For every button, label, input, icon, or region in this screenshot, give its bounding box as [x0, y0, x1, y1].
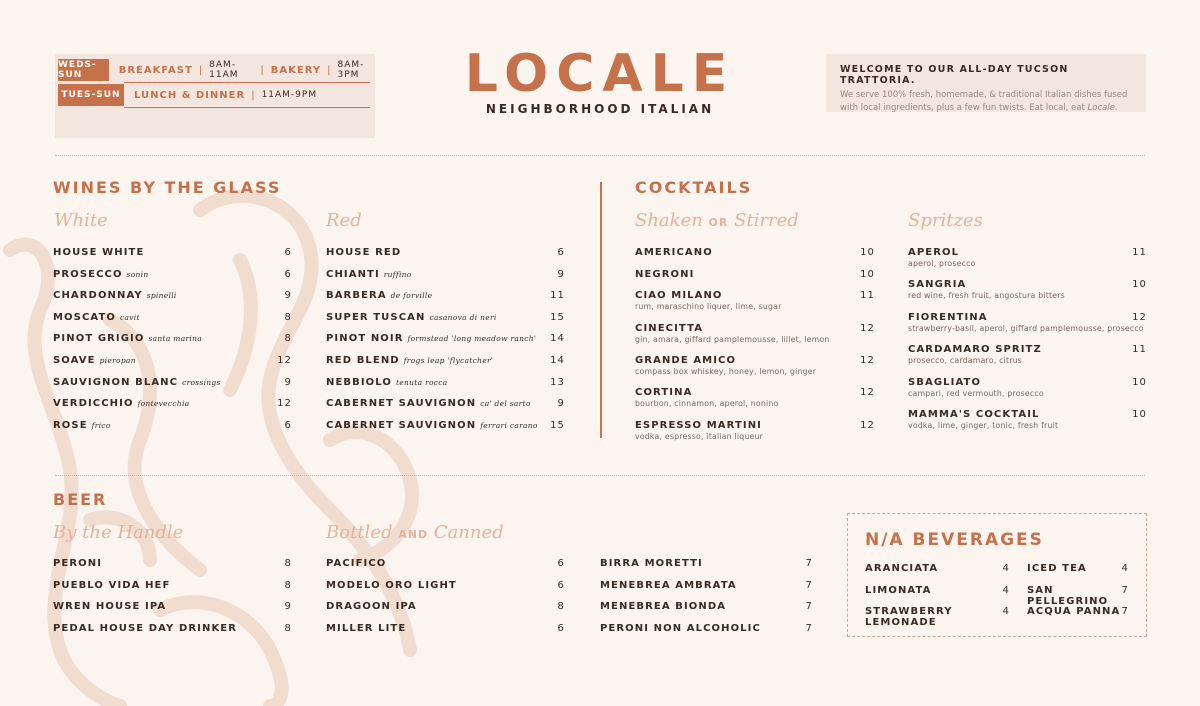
menu-item — [635, 323, 875, 334]
menu-item-name — [53, 247, 144, 258]
menu-item-title: PROSECCO — [53, 268, 123, 280]
menu-item-title: AMERICANO — [635, 247, 713, 258]
menu-item — [635, 269, 875, 280]
menu-item — [908, 377, 1147, 388]
menu-item-title: PERONI NON ALCOHOLIC — [600, 622, 761, 634]
menu-item — [865, 585, 1010, 596]
menu-item — [326, 601, 565, 612]
menu-item-name — [635, 387, 692, 398]
menu-item-price: 7 — [805, 579, 813, 591]
menu-item — [326, 398, 565, 409]
na-section-title: N/A BEVERAGES — [865, 530, 1044, 550]
menu-item-name — [1027, 585, 1122, 607]
menu-item-description: aperol, prosecco — [908, 259, 976, 268]
hours-time: 8AM-11AM — [209, 60, 239, 80]
menu-item-price: 10 — [860, 247, 875, 258]
menu-item — [1027, 585, 1129, 607]
menu-item-producer: spinelli — [146, 291, 177, 301]
beer-section-title: BEER — [53, 490, 108, 509]
menu-item-title: DRAGOON IPA — [326, 601, 417, 613]
menu-item-name — [908, 377, 981, 388]
menu-item — [53, 558, 292, 569]
menu-item-title: FIORENTINA — [908, 311, 988, 323]
menu-item-producer: crossings — [182, 377, 221, 387]
menu-item-price: 10 — [1132, 279, 1147, 291]
menu-item-title: PACIFICO — [326, 558, 387, 569]
menu-item-price: 15 — [550, 419, 565, 431]
menu-item-name — [326, 355, 493, 366]
menu-item-title: MODELO ORO LIGHT — [326, 579, 457, 591]
menu-item-price: 11 — [860, 290, 875, 302]
menu-item-name — [53, 601, 166, 612]
menu-item-title: CABERNET SAUVIGNON — [326, 398, 477, 410]
menu-item-name — [326, 290, 432, 301]
menu-item — [635, 247, 875, 258]
menu-item-producer: formstead 'long meadow ranch' — [407, 334, 537, 344]
menu-item — [635, 355, 875, 366]
menu-item-title: MENEBREA BIONDA — [600, 601, 727, 613]
hours-separator: | — [198, 64, 204, 76]
menu-item-description: prosecco, cardamaro, citrus — [908, 356, 1023, 366]
menu-item-title: BARBERA — [326, 290, 387, 302]
menu-item-description: bourbon, cinnamon, aperol, nonino — [635, 399, 779, 409]
menu-item-price: 6 — [284, 247, 292, 258]
hours-time: 11AM-9PM — [261, 90, 318, 100]
welcome-line-2: with local ingredients, plus a few fun twists. Eat local, eat — [840, 103, 1085, 113]
menu-item — [865, 606, 1010, 628]
menu-item-price: 9 — [557, 398, 565, 410]
menu-item-name — [635, 420, 762, 431]
menu-item — [53, 623, 292, 634]
logo-title: LOCALE — [464, 44, 736, 104]
menu-item-title: HOUSE RED — [326, 247, 402, 258]
logo-subtitle: NEIGHBORHOOD ITALIAN — [485, 102, 715, 116]
menu-item-name — [53, 290, 177, 301]
menu-item-price: 6 — [557, 622, 565, 634]
menu-item-producer: santa marina — [148, 334, 202, 344]
menu-item-name — [326, 377, 448, 388]
menu-item-name — [326, 333, 536, 344]
menu-item-title: LIMONATA — [865, 584, 932, 596]
menu-item-title: ARANCIATA — [865, 563, 939, 574]
menu-item-price: 4 — [1002, 584, 1010, 596]
menu-item — [908, 279, 1147, 290]
menu-item-price: 14 — [550, 355, 565, 366]
hours-meal-label: BREAKFAST — [118, 64, 193, 76]
menu-item-price: 8 — [284, 558, 292, 569]
menu-item — [53, 377, 292, 388]
hours-separator: | — [327, 64, 332, 76]
menu-item-name — [53, 269, 148, 280]
menu-item-title: MILLER LITE — [326, 622, 407, 634]
menu-item-title: ESPRESSO MARTINI — [635, 419, 763, 431]
menu-item — [53, 333, 292, 344]
menu-item-title: BIRRA MORETTI — [600, 558, 703, 569]
menu-item-price: 9 — [557, 268, 565, 280]
white-wine-heading: White — [54, 210, 108, 231]
menu-item-name — [53, 420, 111, 431]
menu-item — [326, 355, 565, 366]
menu-item-title: ROSE — [53, 419, 88, 431]
hours-divider — [124, 107, 370, 108]
hours-separator: | — [260, 64, 265, 76]
menu-item — [908, 312, 1147, 323]
menu-item-name — [53, 355, 136, 366]
menu-item-price: 10 — [860, 268, 875, 280]
menu-item — [600, 580, 813, 591]
menu-item-name — [326, 420, 538, 431]
menu-item-price: 7 — [805, 622, 813, 634]
menu-item-price: 11 — [1132, 247, 1147, 258]
menu-item-price: 11 — [1132, 344, 1147, 356]
menu-item — [53, 601, 292, 612]
menu-item-producer: ferrari carano — [480, 420, 538, 430]
menu-item-title: NEGRONI — [635, 268, 695, 280]
menu-item-producer: cavit — [119, 312, 140, 322]
hours-panel — [55, 54, 375, 138]
menu-item — [635, 387, 875, 398]
menu-item-name — [53, 398, 190, 409]
hours-divider — [124, 82, 370, 83]
menu-item-price: 4 — [1002, 606, 1010, 618]
menu-item-title: MOSCATO — [53, 311, 116, 323]
menu-item-price: 13 — [550, 376, 565, 388]
section-divider — [55, 155, 1145, 156]
menu-item-title: WREN HOUSE IPA — [53, 601, 167, 613]
menu-item-title: CHIANTI — [326, 268, 380, 280]
menu-item — [326, 333, 565, 344]
hours-days-label: TUES-SUN — [58, 84, 124, 106]
menu-item-name — [326, 247, 401, 258]
hours-time: 8AM-3PM — [337, 60, 365, 80]
stirred-heading-word: Stirred — [734, 210, 799, 231]
menu-item-price: 12 — [860, 322, 875, 334]
menu-item-price: 10 — [1132, 376, 1147, 388]
menu-item — [53, 580, 292, 591]
menu-item-producer: sonin — [126, 269, 149, 279]
menu-item-price: 7 — [805, 601, 813, 613]
menu-item-producer: tenuta rocca — [395, 377, 448, 387]
menu-item-price: 6 — [557, 579, 565, 591]
menu-item-name — [53, 558, 102, 569]
menu-item-name — [326, 623, 406, 634]
menu-item-name — [1027, 563, 1087, 574]
menu-item-title: PEDAL HOUSE DAY DRINKER — [53, 622, 238, 634]
menu-item-name — [600, 623, 761, 634]
menu-item-name — [635, 323, 703, 334]
menu-item-name — [865, 606, 1003, 628]
menu-item-producer: fontevecchia — [137, 399, 190, 409]
shaken-heading-or: OR — [708, 216, 729, 229]
menu-item-title: STRAWBERRY LEMONADE — [865, 606, 953, 629]
menu-item-price: 9 — [284, 290, 292, 302]
menu-item-price: 6 — [284, 268, 292, 280]
menu-item-price: 7 — [1121, 584, 1129, 596]
menu-item-price: 4 — [1121, 563, 1129, 574]
menu-item-title: SAUVIGNON BLANC — [53, 376, 179, 388]
menu-item-title: CARDAMARO SPRITZ — [908, 344, 1042, 356]
menu-item-name — [908, 247, 959, 258]
menu-item-name — [865, 563, 938, 574]
section-divider — [55, 475, 1145, 476]
menu-item-name — [53, 623, 237, 634]
menu-item-name — [326, 558, 386, 569]
menu-item-description: rum, maraschino liquer, lime, sugar — [635, 302, 782, 312]
menu-item-title: CIAO MILANO — [635, 290, 723, 302]
menu-item — [600, 558, 813, 569]
bottled-heading-word: Bottled — [326, 522, 393, 543]
menu-item-name — [53, 580, 170, 591]
menu-item-name — [600, 580, 737, 591]
menu-item-price: 12 — [860, 387, 875, 399]
hours-days-label: WEDS-SUN — [58, 59, 109, 81]
menu-item — [600, 623, 813, 634]
menu-item-title: CHARDONNAY — [53, 290, 143, 302]
menu-item-name — [908, 312, 988, 323]
menu-item-title: SBAGLIATO — [908, 376, 982, 388]
menu-item-price: 7 — [805, 558, 813, 569]
handle-heading: By the Handle — [53, 522, 184, 543]
menu-item-price: 15 — [550, 311, 565, 323]
menu-item-price: 9 — [284, 376, 292, 388]
menu-item-producer: ruffino — [383, 269, 412, 279]
menu-item-title: HOUSE WHITE — [53, 247, 145, 258]
menu-item-name — [53, 377, 221, 388]
menu-item — [326, 312, 565, 323]
menu-item-name — [908, 279, 966, 290]
menu-item — [326, 558, 565, 569]
menu-item-price: 12 — [860, 419, 875, 431]
menu-item-name — [635, 355, 736, 366]
menu-item-price: 14 — [550, 333, 565, 345]
menu-item-price: 12 — [860, 355, 875, 366]
shaken-heading-word: Shaken — [635, 210, 703, 231]
menu-item-name — [600, 558, 703, 569]
menu-item-price: 8 — [284, 622, 292, 634]
menu-item — [53, 420, 292, 431]
menu-item-price: 12 — [277, 355, 292, 366]
menu-item — [326, 269, 565, 280]
welcome-line-1: We serve 100% fresh, homemade, & traditional Italian dishes fused — [840, 90, 1128, 100]
menu-item-name — [326, 269, 412, 280]
bottled-heading-and: AND — [398, 528, 429, 541]
menu-item-title: PUEBLO VIDA HEF — [53, 579, 171, 591]
menu-item-price: 8 — [284, 333, 292, 345]
hours-row-tues-sun — [58, 84, 317, 106]
menu-item — [908, 409, 1147, 420]
menu-item — [326, 377, 565, 388]
menu-item-description: red wine, fresh fruit, angostura bitters — [908, 291, 1065, 301]
menu-item-name — [600, 601, 726, 612]
menu-item-title: CABERNET SAUVIGNON — [326, 419, 477, 431]
wines-section-title: WINES BY THE GLASS — [53, 178, 282, 197]
menu-item — [908, 344, 1147, 355]
menu-item-title: ACQUA PANNA — [1027, 606, 1121, 618]
menu-item-name — [1027, 606, 1120, 617]
menu-item-name — [53, 312, 140, 323]
menu-item-title: PINOT GRIGIO — [53, 333, 145, 345]
menu-item-price: 10 — [1132, 409, 1147, 420]
menu-item — [908, 247, 1147, 258]
menu-item — [53, 247, 292, 258]
menu-item-title: NEBBIOLO — [326, 376, 392, 388]
menu-item — [326, 247, 565, 258]
menu-item-name — [326, 312, 497, 323]
menu-item-description: vodka, lime, ginger, tonic, fresh fruit — [908, 421, 1059, 430]
menu-item-title: CORTINA — [635, 387, 693, 399]
menu-item — [53, 398, 292, 409]
welcome-text — [840, 89, 1132, 115]
menu-item — [1027, 606, 1129, 617]
menu-item-title: PERONI — [53, 558, 103, 569]
menu-item — [600, 601, 813, 612]
menu-item-title: CINECITTA — [635, 322, 704, 334]
menu-item-price: 9 — [284, 601, 292, 613]
menu-item-title: VERDICCHIO — [53, 398, 134, 410]
menu-item-producer: de forville — [390, 291, 433, 301]
menu-item-producer: frico — [91, 420, 111, 430]
menu-item-name — [326, 580, 457, 591]
menu-item — [326, 290, 565, 301]
menu-item-description: vodka, espresso, italian liqueur — [635, 431, 764, 441]
menu-item-price: 8 — [284, 311, 292, 323]
menu-item-description: strawberry-basil, aperol, giffard pamplemousse, prosecco — [908, 323, 1144, 333]
menu-item-name — [635, 269, 694, 280]
menu-item-price: 12 — [277, 398, 292, 410]
spritzes-heading: Spritzes — [908, 210, 983, 231]
bottled-canned-heading — [326, 522, 504, 543]
menu-item-name — [635, 247, 713, 258]
menu-item — [1027, 563, 1129, 574]
menu-item-name — [326, 398, 531, 409]
menu-item — [635, 290, 875, 301]
menu-item-name — [326, 601, 417, 612]
menu-item-description: compass box whiskey, honey, lemon, ginger — [635, 367, 817, 376]
menu-item-price: 8 — [284, 579, 292, 591]
menu-item-name — [53, 333, 202, 344]
menu-item-producer: frogs leap 'flycatcher' — [403, 356, 494, 365]
menu-item — [326, 580, 565, 591]
red-wine-heading: Red — [326, 210, 362, 231]
menu-item-title: RED BLEND — [326, 355, 400, 366]
menu-item — [53, 355, 292, 366]
menu-item-price: 6 — [557, 558, 565, 569]
welcome-line-2-emphasis: Locale. — [1087, 103, 1118, 113]
menu-item-producer: ca' del sarto — [480, 399, 531, 409]
menu-item-price: 8 — [557, 601, 565, 613]
menu-item — [326, 623, 565, 634]
menu-item — [635, 420, 875, 431]
menu-item-title: PINOT NOIR — [326, 333, 404, 345]
menu-item-title: SOAVE — [53, 355, 96, 366]
menu-item — [53, 269, 292, 280]
menu-item-title: APEROL — [908, 247, 960, 258]
menu-item — [865, 563, 1010, 574]
menu-item-description: campari, red vermouth, prosecco — [908, 388, 1044, 398]
shaken-stirred-heading — [635, 210, 799, 231]
menu-item-price: 4 — [1002, 563, 1010, 574]
menu-item-price: 11 — [550, 290, 565, 302]
menu-item-title: MAMMA'S COCKTAIL — [908, 409, 1040, 420]
menu-item-title: SANGRIA — [908, 279, 967, 291]
hours-separator: | — [251, 89, 256, 101]
menu-item-title: SAN PELLEGRINO — [1027, 584, 1109, 607]
menu-item-name — [635, 290, 723, 301]
welcome-panel — [826, 54, 1146, 112]
column-divider — [600, 182, 602, 438]
menu-item-producer: pieropan — [99, 356, 136, 365]
menu-item-price: 6 — [284, 419, 292, 431]
menu-item — [326, 420, 565, 431]
menu-item-price: 6 — [557, 247, 565, 258]
menu-item-name — [865, 585, 931, 596]
menu-item — [53, 290, 292, 301]
menu-item-title: SUPER TUSCAN — [326, 311, 426, 323]
menu-item-description: gin, amara, giffard pamplemousse, lillet, lemon — [635, 334, 830, 344]
hours-meal-label: LUNCH & DINNER — [134, 89, 246, 101]
menu-item-title: ICED TEA — [1027, 563, 1087, 574]
menu-item-title: MENEBREA AMBRATA — [600, 579, 737, 591]
canned-heading-word: Canned — [433, 522, 504, 543]
menu-item-price: 7 — [1121, 606, 1129, 618]
menu-item — [53, 312, 292, 323]
menu-item-price: 12 — [1132, 311, 1147, 323]
menu-item-name — [908, 409, 1039, 420]
menu-item-producer: casanova di neri — [429, 312, 497, 322]
welcome-title: WELCOME TO OUR ALL-DAY TUCSON TRATTORIA. — [840, 64, 1069, 86]
hours-meal-label: BAKERY — [270, 64, 322, 76]
cocktails-section-title: COCKTAILS — [635, 178, 753, 197]
menu-item-title: GRANDE AMICO — [635, 355, 737, 366]
logo — [460, 44, 740, 116]
hours-row-weds-sun — [58, 59, 375, 81]
menu-item-name — [908, 344, 1042, 355]
